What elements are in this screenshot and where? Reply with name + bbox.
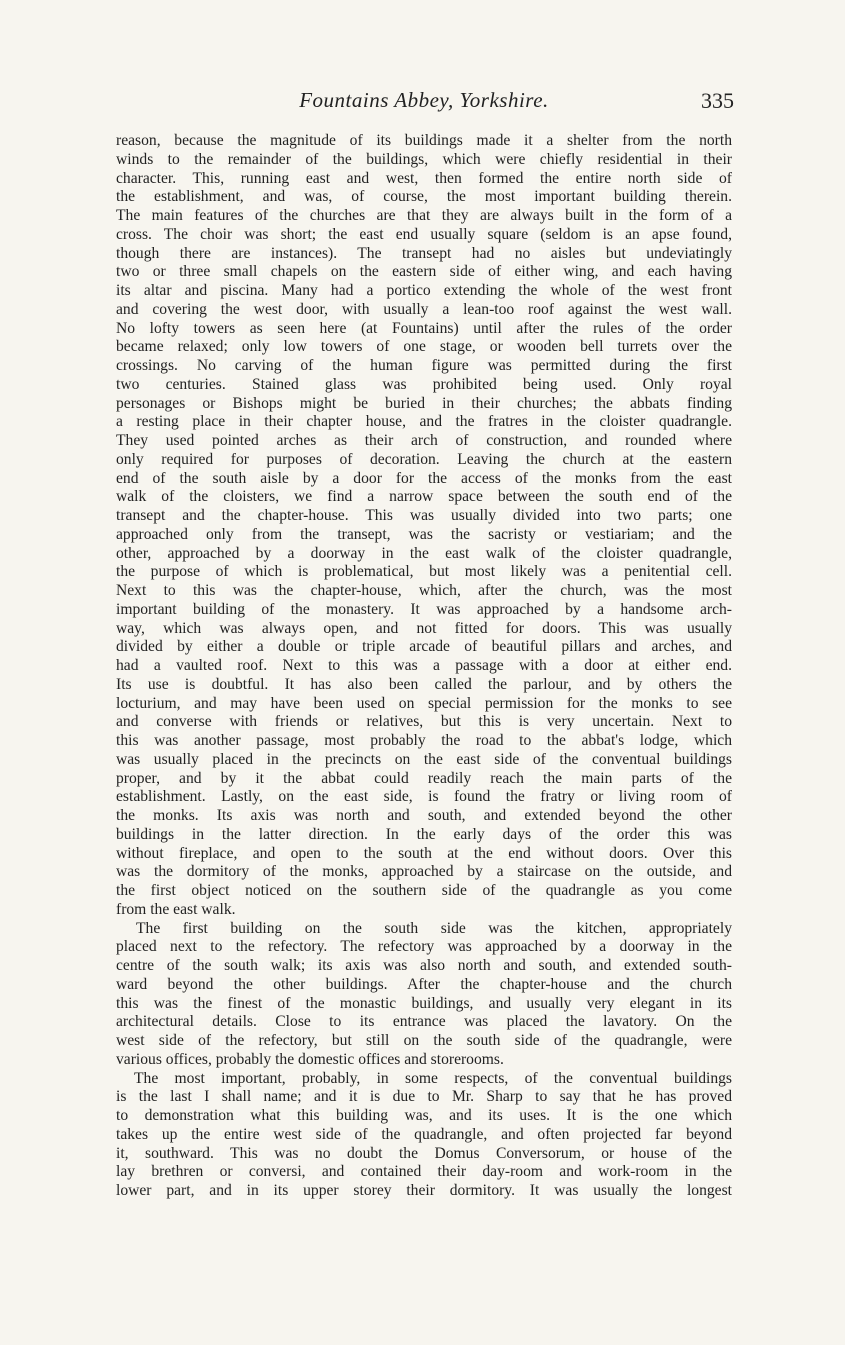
text-line: important building of the monastery. It was approached by a handsome arch- [116, 600, 732, 618]
text-line: ward beyond the other buildings. After the chapter-house and the church [116, 975, 732, 993]
text-line: the purpose of which is problematical, but most likely was a penitential cell. [116, 563, 732, 581]
text-line: two or three small chapels on the eastern side of either wing, and each having [116, 263, 732, 281]
text-line: from the east walk. [116, 900, 236, 918]
text-line: The main features of the churches are that they are always built in the form of a [116, 207, 732, 224]
text-line: a resting place in their chapter house, and the fratres in the cloister quadrangle. [116, 413, 732, 431]
running-head [114, 88, 734, 118]
text-line: this was another passage, most probably the road to the abbat's lodge, which [116, 732, 732, 749]
text-line: the first object noticed on the southern side of the quadrangle as you come [116, 882, 732, 899]
text-line: end of the south aisle by a door for the access of the monks from the east [116, 469, 732, 487]
text-line: and converse with friends or relatives, but this is very uncertain. Next to [116, 713, 732, 731]
text-line: without fireplace, and open to the south at the end without doors. Over this [116, 844, 732, 862]
text-line: approached only from the transept, was the sacristy or vestiariam; and the [116, 525, 732, 543]
text-line: the establishment, and was, of course, the most important building therein. [116, 188, 732, 206]
text-line: Next to this was the chapter-house, which, after the church, was the most [116, 582, 732, 599]
text-line: They used pointed arches as their arch of construction, and rounded where [116, 432, 732, 449]
page-number: 335 [701, 88, 734, 113]
text-line: was usually placed in the precincts on the east side of the conventual buildings [116, 750, 732, 768]
paragraph-3 [116, 1070, 732, 1201]
text-line: this was the finest of the monastic buildings, and usually very elegant in its [116, 994, 732, 1012]
text-line: placed next to the refectory. The refectory was approached by a doorway in the [116, 938, 732, 956]
text-line: had a vaulted roof. Next to this was a passage with a door at either end. [116, 657, 732, 674]
text-line: divided by either a double or triple arcade of beautiful pillars and arches, and [116, 638, 732, 656]
text-line: establishment. Lastly, on the east side, is found the fratry or living room of [116, 788, 732, 806]
text-line: winds to the remainder of the buildings, which were chiefly residential in their [116, 150, 732, 168]
text-line: cross. The choir was short; the east end usually square (seldom is an apse found, [116, 225, 732, 243]
text-line: various offices, probably the domestic offices and storerooms. [116, 1050, 504, 1068]
text-line: way, which was always open, and not fitted for doors. This was usually [116, 619, 732, 637]
text-line: it, southward. This was no doubt the Domus Conversorum, or house of the [116, 1144, 732, 1162]
text-line: proper, and by it the abbat could readily reach the main parts of the [116, 769, 732, 787]
text-line: crossings. No carving of the human figure was permitted during the first [116, 357, 732, 374]
text-line: character. This, running east and west, then formed the entire north side of [116, 169, 732, 187]
paragraph-1 [116, 132, 732, 920]
text-line: reason, because the magnitude of its buildings made it a shelter from the north [116, 132, 732, 149]
text-line: transept and the chapter-house. This was usually divided into two parts; one [116, 507, 732, 524]
text-line: The first building on the south side was the kitchen, appropriately [136, 919, 732, 937]
text-line: lay brethren or conversi, and contained their day-room and work-room in the [116, 1163, 732, 1181]
text-line: two centuries. Stained glass was prohibited being used. Only royal [116, 375, 732, 393]
text-line: its altar and piscina. Many had a portico extending the whole of the west front [116, 282, 732, 299]
paragraph-2 [116, 920, 732, 1070]
text-line: to demonstration what this building was, and its uses. It is the one which [116, 1107, 732, 1124]
text-line: takes up the entire west side of the quadrangle, and often projected far beyond [116, 1125, 732, 1143]
text-line: the monks. Its axis was north and south, and extended beyond the other [116, 807, 732, 824]
text-line: only required for purposes of decoration. Leaving the church at the eastern [116, 450, 732, 468]
text-line: became relaxed; only low towers of one stage, or wooden bell turrets over the [116, 338, 732, 356]
text-line: buildings in the latter direction. In the early days of the order this was [116, 825, 732, 843]
text-line: was the dormitory of the monks, approached by a staircase on the outside, and [116, 863, 732, 881]
body-text [116, 132, 732, 1201]
text-line: The most important, probably, in some respects, of the conventual buildings [134, 1069, 732, 1087]
text-line: centre of the south walk; its axis was also north and south, and extended south- [116, 957, 732, 974]
text-line: walk of the cloisters, we find a narrow space between the south end of the [116, 488, 732, 506]
text-line: is the last I shall name; and it is due to Mr. Sharp to say that he has proved [116, 1088, 732, 1106]
text-line: personages or Bishops might be buried in their churches; the abbats finding [116, 394, 732, 412]
text-line: lower part, and in its upper storey their dormitory. It was usually the longest [116, 1182, 732, 1199]
text-line: and covering the west door, with usually a lean-too roof against the west wall. [116, 300, 732, 318]
text-line: though there are instances). The transept had no aisles but undeviatingly [116, 244, 732, 262]
text-line: Its use is doubtful. It has also been called the parlour, and by others the [116, 675, 732, 693]
text-line: locturium, and may have been used on special permission for the monks to see [116, 694, 732, 712]
text-line: No lofty towers as seen here (at Fountains) until after the rules of the order [116, 319, 732, 337]
running-title: Fountains Abbey, Yorkshire. [299, 88, 549, 112]
text-line: architectural details. Close to its entrance was placed the lavatory. On the [116, 1013, 732, 1031]
text-line: west side of the refectory, but still on the south side of the quadrangle, were [116, 1032, 732, 1049]
text-line: other, approached by a doorway in the east walk of the cloister quadrangle, [116, 544, 732, 562]
